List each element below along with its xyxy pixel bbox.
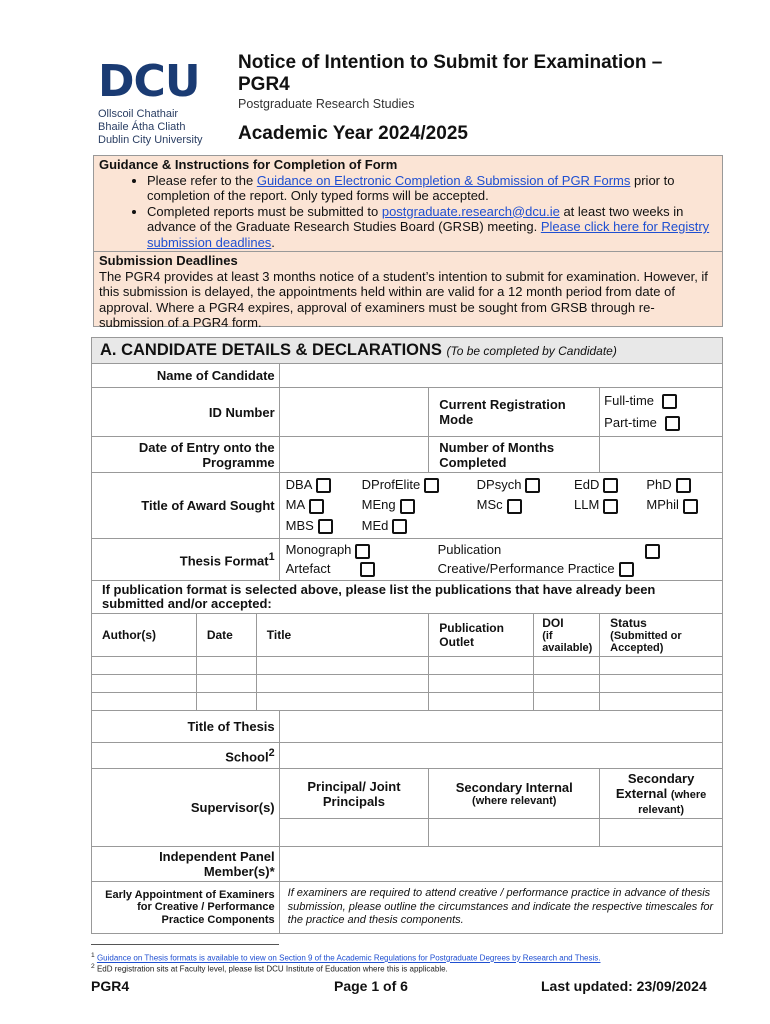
pub-cell[interactable]: [534, 675, 600, 693]
guidance-text: prior to completion of the report. Only typed forms will be accepted.: [147, 172, 675, 203]
guidance-box: [93, 155, 723, 330]
format-option[interactable]: Creative/Performance Practice: [432, 560, 722, 578]
format-option[interactable]: Monograph: [280, 541, 432, 559]
award-option[interactable]: MSc: [471, 495, 568, 515]
award-option[interactable]: MEng: [356, 495, 471, 515]
med-checkbox[interactable]: [392, 519, 407, 534]
thesis-title-field[interactable]: [279, 711, 722, 743]
format-option[interactable]: Publication: [432, 541, 722, 559]
guidance-text: Please refer to the: [147, 172, 257, 188]
award-option[interactable]: MA: [280, 495, 356, 515]
logo-line-3: Dublin City University: [98, 134, 203, 146]
entry-date-field[interactable]: [279, 437, 429, 473]
fulltime-option[interactable]: [604, 390, 718, 412]
logo-mark: DCU: [98, 56, 200, 107]
secondary-external-field[interactable]: [600, 819, 723, 847]
early-appointment-note[interactable]: If examiners are required to attend creative / performance practice in advance of thesis submission, please outline the circumstances and indicate the respective timescales for the practice and thesis components.: [279, 882, 722, 934]
id-field[interactable]: [279, 388, 429, 437]
meng-checkbox[interactable]: [400, 499, 415, 514]
award-option[interactable]: DBA: [280, 475, 356, 495]
publication-prompt: If publication format is selected above, please list the publications that have already been submitted and/or accepted:: [92, 581, 723, 614]
mbs-checkbox[interactable]: [318, 519, 333, 534]
deadlines-section: [94, 252, 722, 332]
table-row: [92, 657, 723, 675]
guidance-text: Completed reports must be submitted to: [147, 203, 382, 219]
secondary-internal-field[interactable]: [429, 819, 600, 847]
registry-deadlines-link[interactable]: Please click here for Registry submission deadlines: [147, 219, 710, 250]
thesis-format-options: [279, 539, 722, 581]
deadlines-heading: Submission Deadlines: [99, 253, 238, 268]
footer-page-number: Page 1 of 6: [334, 978, 408, 994]
award-option[interactable]: DProfElite: [356, 475, 471, 495]
creative-practice-checkbox[interactable]: [619, 562, 634, 577]
artefact-checkbox[interactable]: [360, 562, 375, 577]
award-grid-empty: [471, 516, 568, 536]
entry-date-label: Date of Entry onto the Programme: [92, 437, 280, 473]
name-field[interactable]: [279, 364, 722, 388]
section-a-note: (To be completed by Candidate): [446, 344, 617, 358]
pub-cell[interactable]: [256, 675, 429, 693]
col-outlet: Publication Outlet: [429, 614, 534, 657]
pub-cell[interactable]: [429, 693, 534, 711]
col-doi: DOI (if available): [534, 614, 600, 657]
principal-header: Principal/ Joint Principals: [279, 769, 429, 819]
format-option[interactable]: Artefact: [280, 560, 432, 578]
dba-checkbox[interactable]: [316, 478, 331, 493]
guidance-heading: Guidance & Instructions for Completion of Form: [99, 157, 398, 172]
footnote-divider: [91, 944, 279, 945]
footnote-ref-1: 1: [268, 550, 275, 563]
mphil-checkbox[interactable]: [683, 499, 698, 514]
fulltime-checkbox[interactable]: [662, 394, 677, 409]
pub-cell[interactable]: [92, 675, 197, 693]
section-a-title: A. CANDIDATE DETAILS & DECLARATIONS: [100, 341, 442, 359]
secondary-internal-header: Secondary Internal (where relevant): [429, 769, 600, 819]
award-grid-empty: [568, 516, 640, 536]
name-label: Name of Candidate: [92, 364, 280, 388]
col-title: Title: [256, 614, 429, 657]
dprofelite-checkbox[interactable]: [424, 478, 439, 493]
col-author: Author(s): [92, 614, 197, 657]
table-row: [92, 675, 723, 693]
document-title: Notice of Intention to Submit for Examination – PGR4: [238, 52, 663, 95]
months-completed-field[interactable]: [600, 437, 723, 473]
fulltime-label: Full-time: [604, 393, 655, 408]
pgr-forms-guidance-link[interactable]: Guidance on Electronic Completion & Submission of PGR Forms: [256, 172, 631, 188]
dpsych-checkbox[interactable]: [525, 478, 540, 493]
deadlines-text: The PGR4 provides at least 3 months notice of a student’s intention to submit for examination. However, if this submission is delayed, the appointments held within are valid for a 12 month period from date of approval. Where a PGR4 expires, approval of examiners must be sought from GRSB through re-submission of a PGR4 form.: [99, 268, 708, 330]
document-subtitle: Postgraduate Research Studies: [238, 97, 415, 111]
pub-cell[interactable]: [429, 675, 534, 693]
pub-cell[interactable]: [600, 675, 723, 693]
col-status: Status (Submitted or Accepted): [600, 614, 723, 657]
award-option[interactable]: MBS: [280, 516, 356, 536]
logo-line-1: Ollscoil Chathair: [98, 108, 179, 120]
pub-cell[interactable]: [600, 693, 723, 711]
pub-cell[interactable]: [600, 657, 723, 675]
footer-last-updated: Last updated: 23/09/2024: [541, 978, 707, 994]
early-appointment-label: Early Appointment of Examiners for Creative / Performance Practice Components: [92, 882, 280, 934]
footnote-2: $^2$ EdD registration sits at Faculty level, please list DCU Institute of Education where this is applicable.: [91, 963, 448, 974]
dcu-logo: [98, 56, 218, 147]
section-a-header: [92, 338, 723, 364]
phd-checkbox[interactable]: [676, 478, 691, 493]
pub-cell[interactable]: [92, 657, 197, 675]
ma-checkbox[interactable]: [309, 499, 324, 514]
registration-mode-label: Current Registration Mode: [429, 388, 600, 437]
award-option[interactable]: DPsych: [471, 475, 568, 495]
principal-field[interactable]: [279, 819, 429, 847]
col-date: Date: [196, 614, 256, 657]
parttime-option[interactable]: [604, 412, 718, 434]
table-row: [92, 693, 723, 711]
award-grid: [280, 475, 722, 535]
footnote-ref-2: 2: [268, 746, 275, 759]
email-link[interactable]: postgraduate.research@dcu.ie: [381, 203, 560, 219]
award-options: [279, 473, 722, 539]
monograph-checkbox[interactable]: [355, 544, 370, 559]
award-option[interactable]: MEd: [356, 516, 471, 536]
panel-member-field[interactable]: [279, 847, 722, 882]
award-option[interactable]: EdD: [568, 475, 640, 495]
thesis-format-label: Thesis Format$^1$: [92, 539, 280, 581]
registration-mode-options: [600, 388, 723, 437]
school-label: School$^2$: [92, 743, 280, 769]
award-option[interactable]: LLM: [568, 495, 640, 515]
guidance-text: .: [271, 234, 275, 250]
thesis-formats-link[interactable]: Guidance on Thesis formats is available to view on Section 9 of the Academic Regulations for Postgraduate Degrees by Research and Thesis.: [96, 953, 601, 963]
msc-checkbox[interactable]: [507, 499, 522, 514]
award-option[interactable]: MPhil: [640, 495, 722, 515]
thesis-title-label: Title of Thesis: [92, 711, 280, 743]
academic-year: Academic Year 2024/2025: [238, 123, 468, 144]
school-field[interactable]: [279, 743, 722, 769]
format-grid: [280, 541, 722, 577]
llm-checkbox[interactable]: [603, 499, 618, 514]
guidance-item: [147, 204, 717, 251]
candidate-details-table: [91, 337, 723, 934]
footer-form-code: PGR4: [91, 978, 130, 994]
footnote-1: $^1$ Guidance on Thesis formats is available to view on Section 9 of the Academic Regulations for Postgraduate Degrees by Research and Thesis.: [91, 952, 601, 963]
guidance-item: [147, 173, 717, 204]
pub-cell[interactable]: [429, 657, 534, 675]
months-completed-label: Number of Months Completed: [429, 437, 600, 473]
pub-cell[interactable]: [196, 657, 256, 675]
guidance-section: [94, 156, 722, 251]
publication-checkbox[interactable]: [645, 544, 660, 559]
award-label: Title of Award Sought: [92, 473, 280, 539]
pub-cell[interactable]: [92, 693, 197, 711]
pub-cell[interactable]: [534, 657, 600, 675]
panel-member-label: Independent Panel Member(s)*: [92, 847, 280, 882]
parttime-checkbox[interactable]: [665, 416, 680, 431]
id-label: ID Number: [92, 388, 280, 437]
pub-cell[interactable]: [534, 693, 600, 711]
guidance-text: at least two weeks in advance of the Graduate Research Studies Board (GRSB) meeting.: [147, 203, 684, 234]
edd-checkbox[interactable]: [603, 478, 618, 493]
pub-cell[interactable]: [256, 657, 429, 675]
pub-cell[interactable]: [196, 693, 256, 711]
guidance-list: [99, 173, 717, 251]
pub-cell[interactable]: [256, 693, 429, 711]
award-grid-empty: [640, 516, 722, 536]
award-option[interactable]: PhD: [640, 475, 722, 495]
parttime-label: Part-time: [604, 415, 657, 430]
pub-cell[interactable]: [196, 675, 256, 693]
supervisor-label: Supervisor(s): [92, 769, 280, 847]
secondary-external-header: Secondary External (where relevant): [600, 769, 723, 819]
logo-line-2: Bhaile Átha Cliath: [98, 121, 186, 133]
